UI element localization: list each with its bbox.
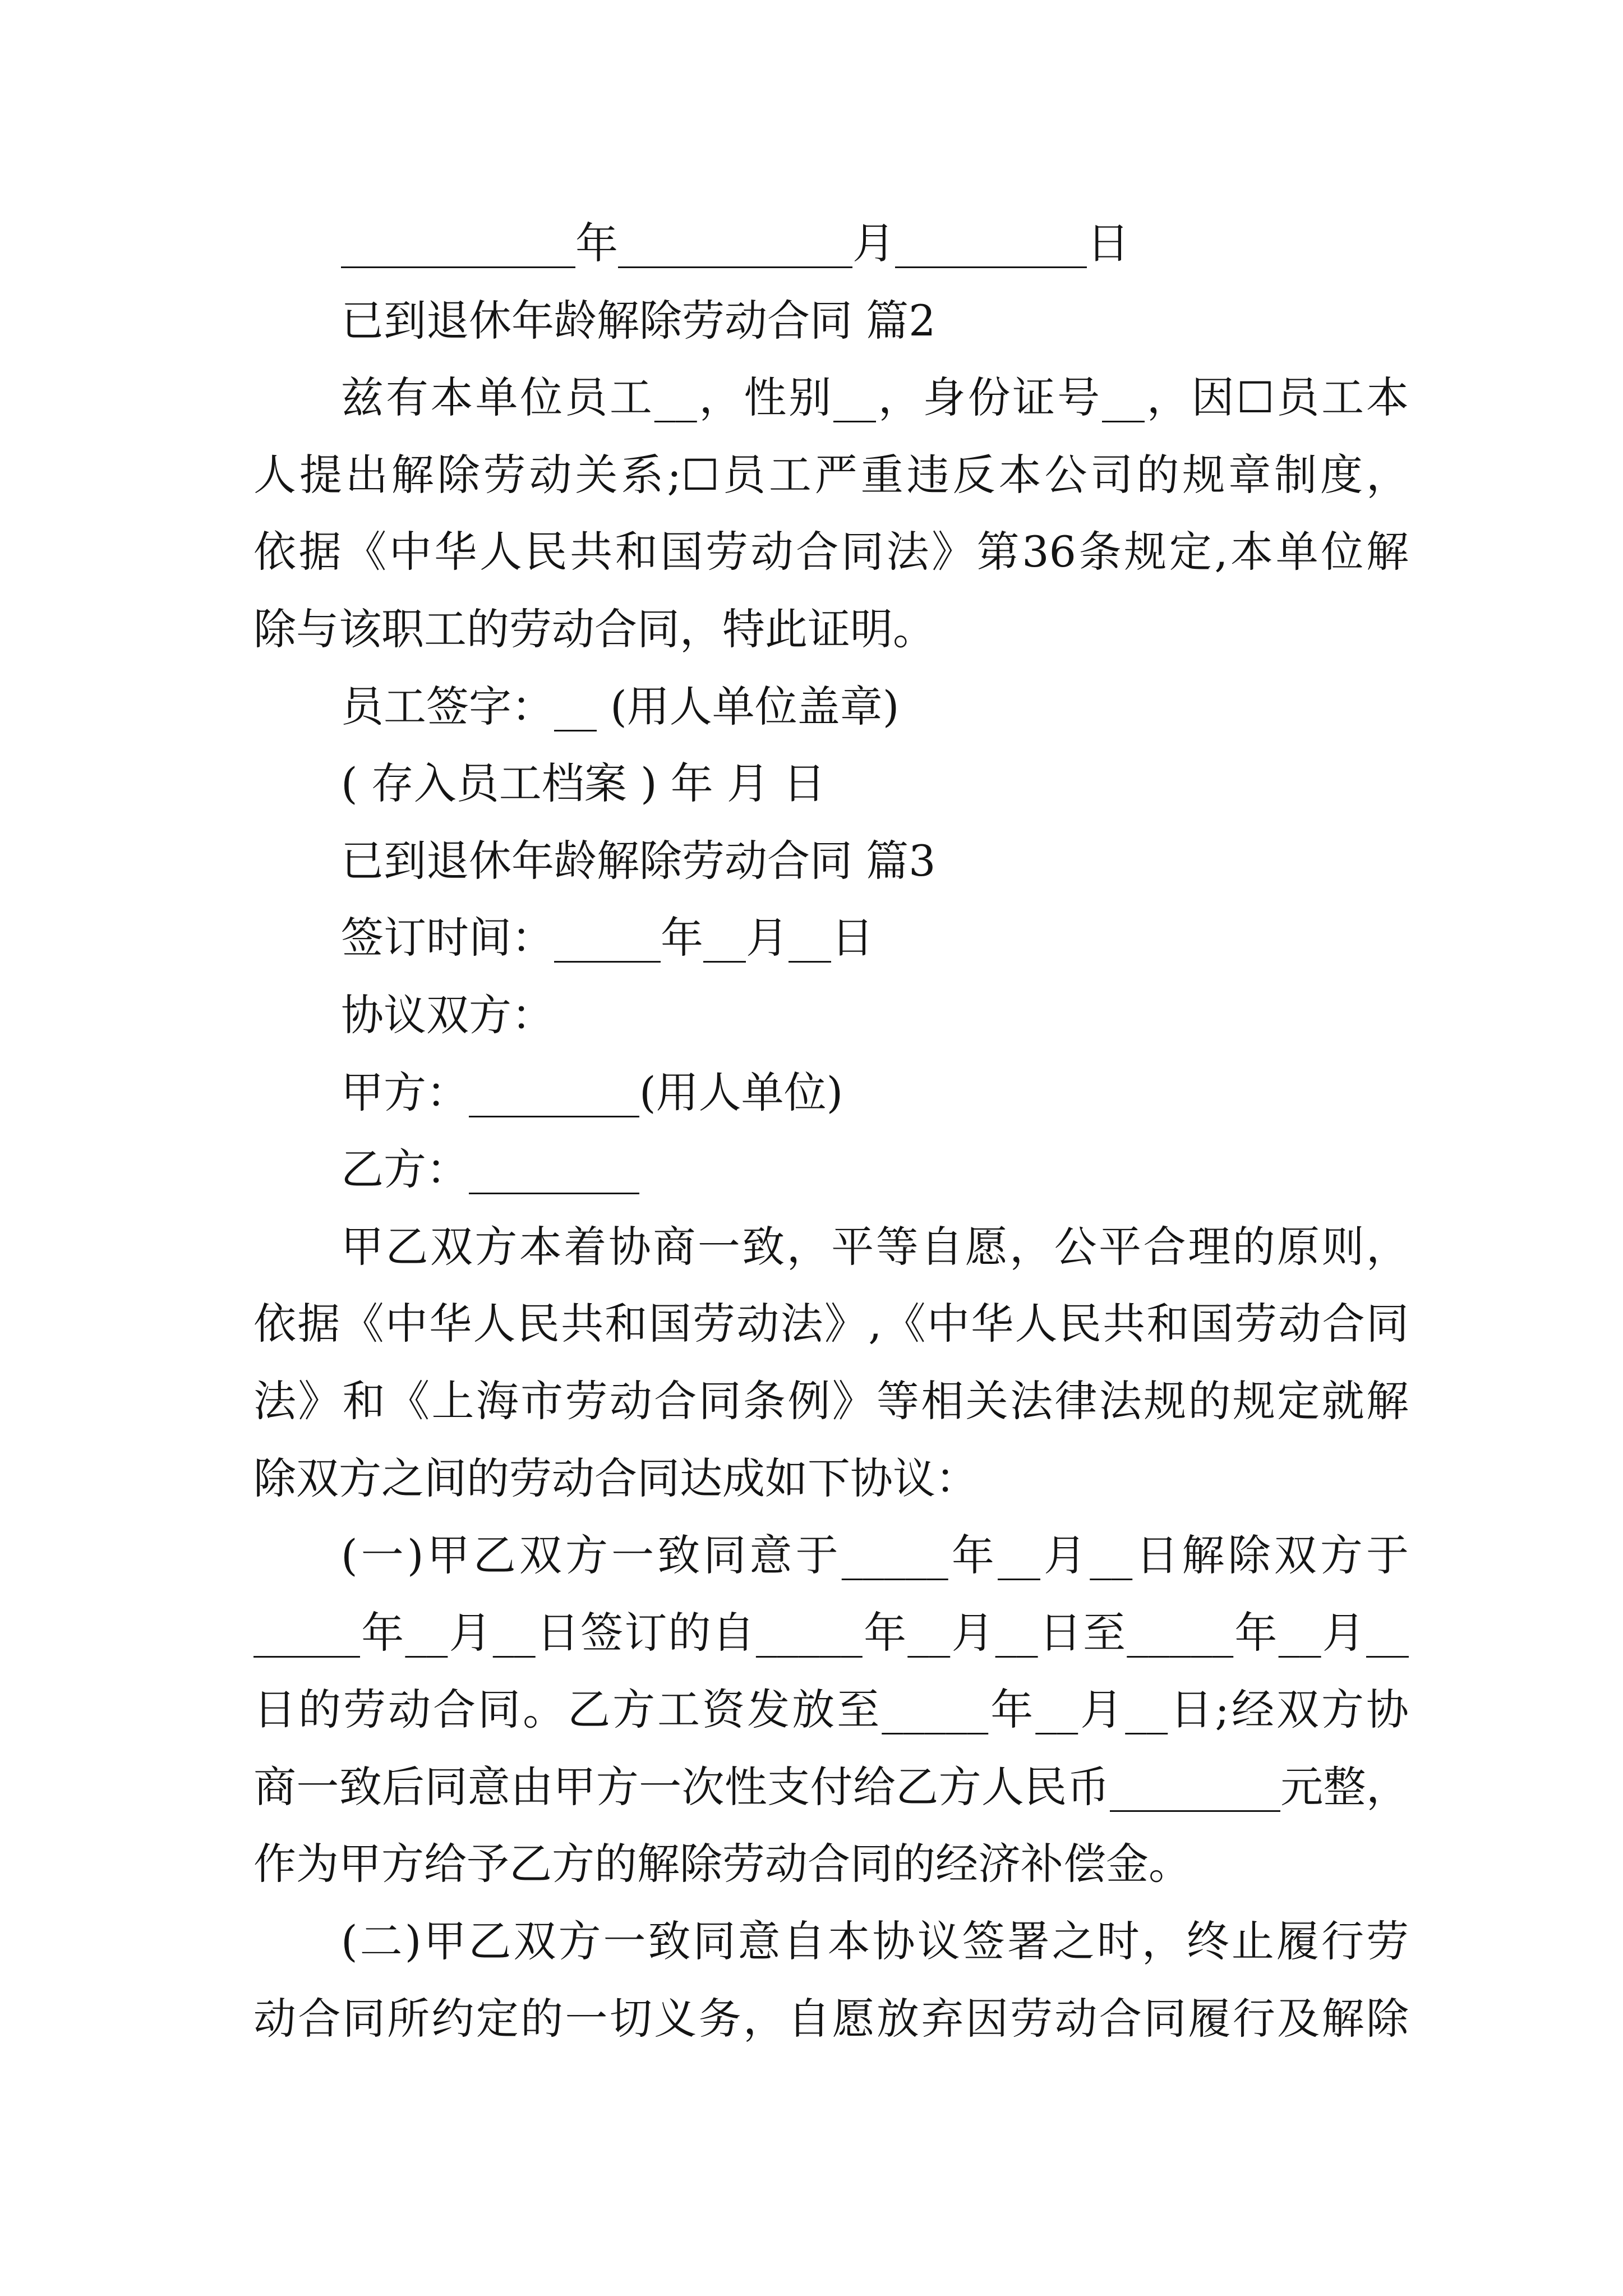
certificate-line: 除与该职工的劳动合同，特此证明。 [253, 604, 935, 654]
section-heading: 已到退休年龄解除劳动合同 篇2 [341, 295, 936, 346]
parties-label: 协议双方： [341, 990, 554, 1040]
preamble-line: 法》和《上海市劳动合同条例》等相关法律法规的规定就解 [253, 1375, 1409, 1426]
section-heading: 已到退休年龄解除劳动合同 篇3 [341, 835, 936, 886]
clause-2-line: 动合同所约定的一切义务，自愿放弃因劳动合同履行及解除 [253, 1993, 1409, 2044]
party-b-line: 乙方：________ [341, 1144, 639, 1195]
employee-signature-line: 员工签字：__ (用人单位盖章) [341, 681, 900, 731]
preamble-line: 除双方之间的劳动合同达成如下协议： [253, 1453, 978, 1503]
clause-1-line: 商一致后同意由甲方一次性支付给乙方人民币________元整， [253, 1761, 1409, 1812]
preamble-line: 依据《中华人民共和国劳动法》,《中华人民共和国劳动合同 [253, 1299, 1409, 1349]
document-body [253, 205, 1409, 2057]
clause-1-line: 作为甲方给予乙方的解除劳动合同的经济补偿金。 [253, 1839, 1191, 1889]
certificate-line: 人提出解除劳动关系;☐员工严重违反本公司的规章制度， [253, 449, 1409, 500]
clause-2-line: (二)甲乙双方一致同意自本协议签署之时，终止履行劳 [341, 1916, 1409, 1967]
date-line: ___________年___________月_________日 [341, 218, 1129, 268]
preamble-line: 甲乙双方本着协商一致，平等自愿，公平合理的原则， [341, 1221, 1409, 1272]
certificate-line: 依据《中华人民共和国劳动合同法》第36条规定,本单位解 [253, 527, 1409, 577]
party-a-line: 甲方：________(用人单位) [341, 1067, 843, 1117]
signing-time-line: 签订时间：_____年__月__日 [341, 913, 874, 963]
clause-1-line: 日的劳动合同。乙方工资发放至_____年__月__日;经双方协 [253, 1685, 1409, 1735]
clause-1-line: (一)甲乙双方一致同意于_____年__月__日解除双方于 [341, 1530, 1409, 1581]
archive-note-line: ( 存入员工档案 ) 年 月 日 [341, 758, 826, 809]
certificate-line: 兹有本单位员工__，性别__，身份证号__，因☐员工本 [341, 372, 1409, 423]
clause-1-line: _____年__月__日签订的自_____年__月__日至_____年__月__ [253, 1607, 1409, 1658]
